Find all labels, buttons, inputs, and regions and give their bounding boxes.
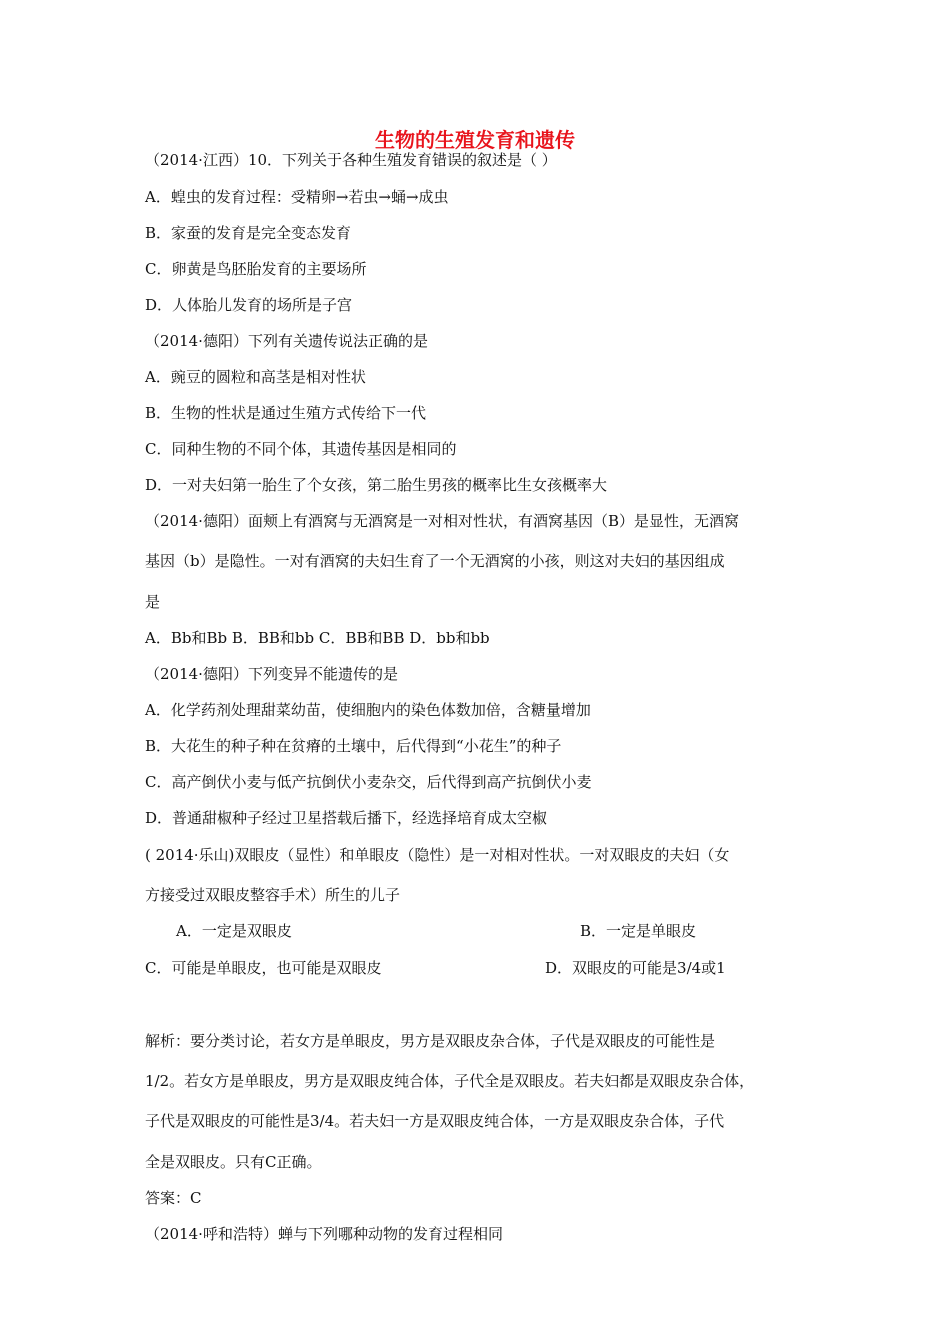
text-line: 基因（b）是隐性。一对有酒窝的夫妇生育了一个无酒窝的小孩，则这对夫妇的基因组成 [145,552,725,570]
text-line: 是 [145,593,161,611]
answer-option: B．一定是单眼皮 [580,922,697,940]
text-line: 解析：要分类讨论，若女方是单眼皮，男方是双眼皮杂合体，子代是双眼皮的可能性是 [145,1032,716,1050]
text-line: （2014·呼和浩特）蝉与下列哪种动物的发育过程相同 [145,1225,503,1243]
text-line: B．家蚕的发育是完全变态发育 [145,224,352,242]
page-title: 生物的生殖发育和遗传 [375,128,575,152]
text-line: 全是双眼皮。只有C正确。 [145,1153,322,1171]
text-line: 方接受过双眼皮整容手术）所生的儿子 [145,886,401,904]
text-line: （2014·江西）10．下列关于各种生殖发育错误的叙述是（ ） [145,151,557,169]
text-line: （2014·德阳）面颊上有酒窝与无酒窝是一对相对性状，有酒窝基因（B）是显性，无酒窝 [145,512,739,530]
text-line: 答案：C [145,1189,202,1207]
text-line: D．一对夫妇第一胎生了个女孩，第二胎生男孩的概率比生女孩概率大 [145,476,608,494]
text-line: A．豌豆的圆粒和高茎是相对性状 [145,368,366,386]
text-line: 子代是双眼皮的可能性是3/4。若夫妇一方是双眼皮纯合体，一方是双眼皮杂合体，子代 [145,1112,725,1130]
text-line: D．人体胎儿发育的场所是子宫 [145,296,353,314]
text-line: C．卵黄是鸟胚胎发育的主要场所 [145,260,367,278]
text-line: （2014·德阳）下列有关遗传说法正确的是 [145,332,428,350]
text-line: 1/2。若女方是单眼皮，男方是双眼皮纯合体，子代全是双眼皮。若夫妇都是双眼皮杂合体， [145,1072,755,1090]
text-line: C．高产倒伏小麦与低产抗倒伏小麦杂交，后代得到高产抗倒伏小麦 [145,773,592,791]
text-line: A．蝗虫的发育过程：受精卵→若虫→蛹→成虫 [145,188,449,206]
text-line: A．化学药剂处理甜菜幼苗，使细胞内的染色体数加倍，含糖量增加 [145,701,591,719]
answer-option: A．一定是双眼皮 [176,922,292,940]
answer-option: D．双眼皮的可能是3/4或1 [545,959,726,977]
text-line: ( 2014·乐山)双眼皮（显性）和单眼皮（隐性）是一对相对性状。一对双眼皮的夫妇（女 [145,846,730,864]
answer-option: C．可能是单眼皮，也可能是双眼皮 [145,959,382,977]
text-line: D．普通甜椒种子经过卫星搭载后播下，经选择培育成太空椒 [145,809,548,827]
text-line: C．同种生物的不同个体，其遗传基因是相同的 [145,440,457,458]
text-line: A．Bb和Bb B．BB和bb C．BB和BB D．bb和bb [145,629,490,647]
text-line: B．生物的性状是通过生殖方式传给下一代 [145,404,427,422]
text-line: B．大花生的种子种在贫瘠的土壤中，后代得到“小花生”的种子 [145,737,562,755]
text-line: （2014·德阳）下列变异不能遗传的是 [145,665,398,683]
